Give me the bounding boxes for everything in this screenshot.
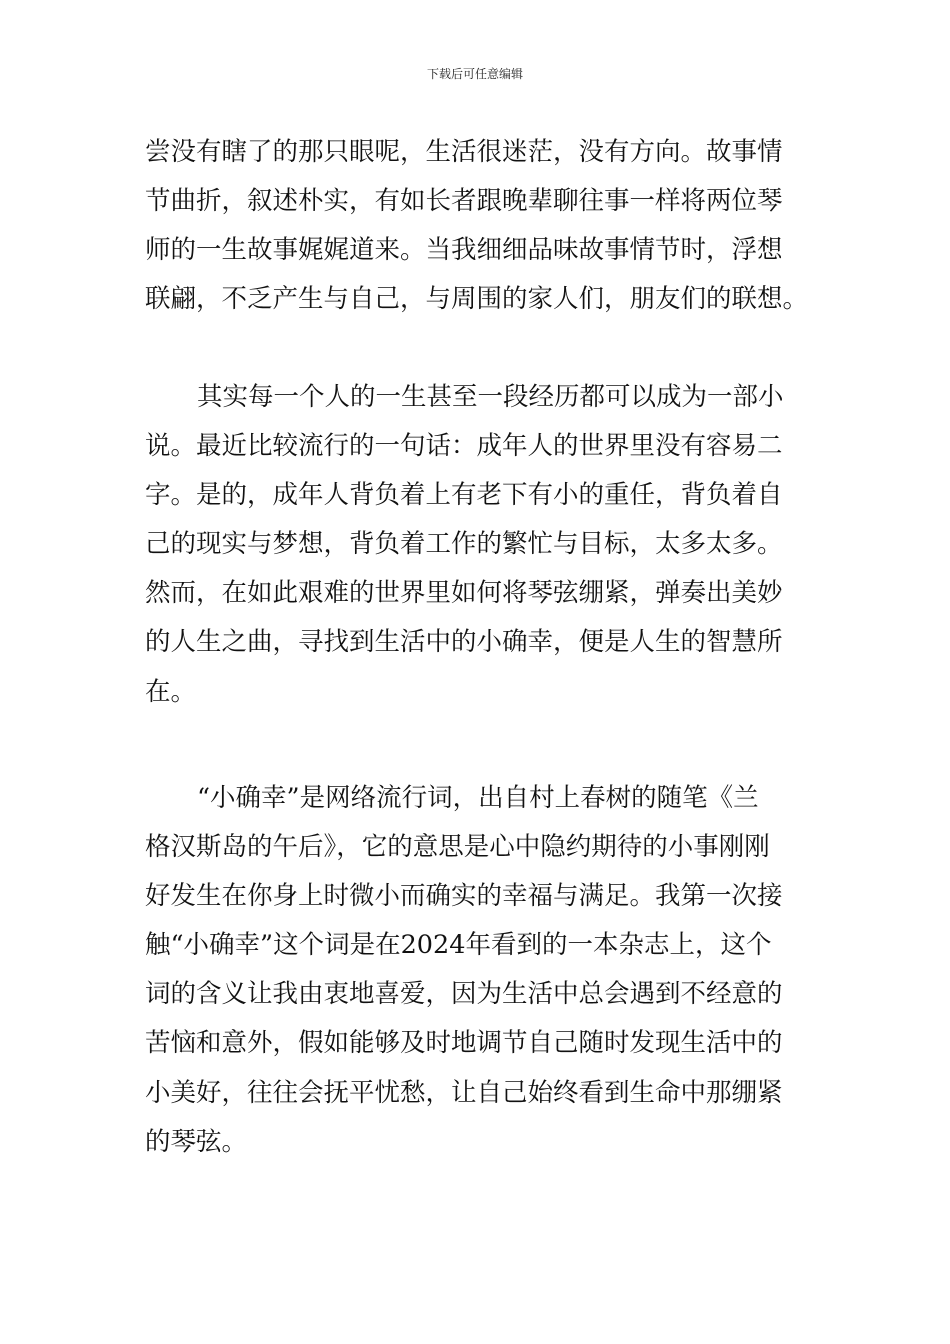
paragraph-line: 然而，在如此艰难的世界里如何将琴弦绷紧，弹奏出美妙 [145, 578, 783, 609]
paragraph-line: 苦恼和意外，假如能够及时地调节自己随时发现生活中的 [145, 1028, 783, 1059]
paragraph-line: 小美好，往往会抚平忧愁，让自己始终看到生命中那绷紧 [145, 1077, 783, 1108]
paragraph-line: 词的含义让我由衷地喜爱，因为生活中总会遇到不经意的 [145, 979, 783, 1010]
paragraph-line: 说。最近比较流行的一句话：成年人的世界里没有容易二 [145, 431, 783, 462]
paragraph-3 [145, 774, 815, 1167]
paragraph-1 [145, 128, 815, 324]
paragraph-line: 其实每一个人的一生甚至一段经历都可以成为一部小 [197, 382, 784, 412]
paragraph-line: 格汉斯岛的午后》，它的意思是心中隐约期待的小事刚刚 [145, 832, 770, 863]
page-header: 下载后可任意编辑 [426, 67, 523, 81]
paragraph-line: 节曲折，叙述朴实，有如长者跟晚辈聊往事一样将两位琴 [145, 186, 783, 217]
paragraph-2 [145, 373, 815, 717]
paragraph-line: 触“小确幸”这个词是在2024年看到的一本杂志上，这个 [145, 930, 772, 961]
paragraph-line: 己的现实与梦想，背负着工作的繁忙与目标，太多太多。 [145, 529, 783, 560]
paragraph-line: 字。是的，成年人背负着上有老下有小的重任，背负着自 [145, 480, 783, 511]
paragraph-line: “小确幸”是网络流行词，出自村上春树的随笔《兰 [197, 783, 759, 813]
paragraph-line: 联翩，不乏产生与自己，与周围的家人们，朋友们的联想。 [145, 284, 809, 315]
paragraph-line: 在。 [145, 676, 197, 707]
paragraph-line: 师的一生故事娓娓道来。当我细细品味故事情节时，浮想 [145, 235, 783, 266]
paragraph-line: 的琴弦。 [145, 1126, 248, 1157]
paragraph-line: 好发生在你身上时微小而确实的幸福与满足。我第一次接 [145, 881, 783, 912]
paragraph-line: 的人生之曲，寻找到生活中的小确幸，便是人生的智慧所 [145, 627, 783, 658]
paragraph-line: 尝没有瞎了的那只眼呢，生活很迷茫，没有方向。故事情 [145, 137, 783, 167]
